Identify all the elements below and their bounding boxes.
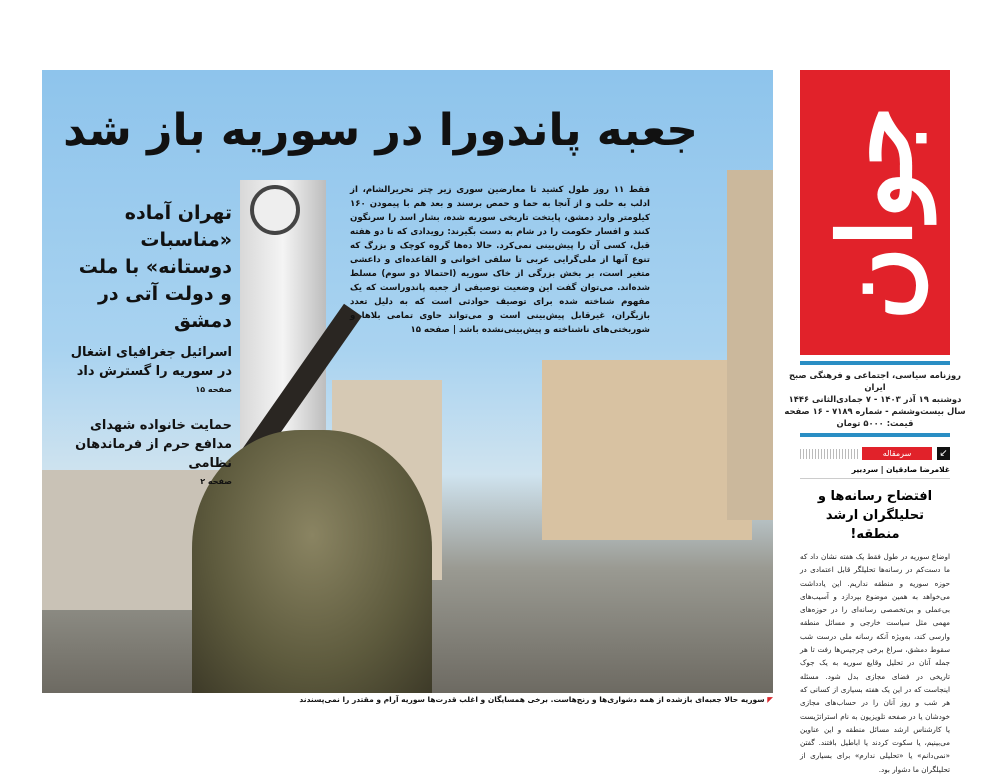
side-story-1-title[interactable]: تهران آماده «مناسبات دوستانه» با ملت و دولت آتی در دمشق — [78, 202, 232, 332]
clock-face — [250, 185, 300, 235]
side-stories — [62, 200, 232, 486]
photo-caption — [299, 695, 773, 704]
editorial-title[interactable]: افتضاح رسانه‌ها و تحلیلگران ارشد منطقه! — [817, 489, 933, 542]
side-story-3-title[interactable]: حمایت خانواده شهدای مدافع حرم از فرماندهان نظامی — [75, 418, 232, 471]
divider — [800, 361, 950, 365]
masthead-issue: سال بیست‌وششم - شماره ۷۱۸۹ - ۱۶ صفحه — [784, 406, 966, 416]
masthead-price: قیمت: ۵۰۰۰ تومان — [836, 418, 914, 428]
side-story-2-title[interactable]: اسرائیل جغرافیای اشغال در سوریه را گسترش داد — [70, 345, 232, 379]
lead-photo — [42, 70, 773, 693]
right-column — [784, 361, 966, 776]
editorial-body: اوضاع سوریه در طول فقط یک هفته نشان داد که ما دست‌کم در رسانه‌ها تحلیلگر قابل اعتمادی در حوزه سوریه و منطقه نداریم. این یادداشت می‌خواهد به همین موضوع بپردازد و آسیب‌های بی‌عملی و بی‌تخصصی رسانه‌ای را در حوزه‌های مهمی مثل سیاست خارجی و مسائل منطقه وارسی کند، به‌ویژه آنکه رسانه ملی درست شب سقوط دمشق، سراغ برخی چرجیس‌ها رفت تا هر جمله آنان در تحلیل وقایع سوریه به یک جوک تاریخی در فضای مجازی بدل شود. مسئله اینجاست که در این یک هفته بسیاری از کسانی که هر شب و روز آنان را در حساب‌های مجازی خودشان یا در صفحه تلویزیون به نام استراتژیست یا کارشناس ارشد مسائل منطقه و این عناوین می‌بینیم، یا سکوت کردند یا اباطیل بافتند. گفتن «نمی‌دانم» یا «تحلیلی ندارم» برای بسیاری از تحلیلگران ما دشوار بود. — [800, 552, 950, 774]
masthead-date: دوشنبه ۱۹ آذر ۱۴۰۳ - ۷ جمادی‌الثانی ۱۴۴۶ — [788, 394, 962, 404]
divider — [800, 433, 950, 437]
logo-text: جوان — [815, 105, 934, 320]
editorial-tag — [800, 447, 950, 461]
lead-paragraph: فقط ۱۱ روز طول کشید تا معارضین سوری زیر چتر تحریرالشام، از ادلب به حلب و از آنجا به حما و حمص برسند و بعد هم با پیمودن ۱۶۰ کیلومتر وارد دمشق، پایتخت تاریخی سوریه شده، بشار اسد را سرنگون کنند و افسار حکومت را در شام به دست بگیرند: رویدادی که تا دو هفته قبل، کسی آن را پیش‌بینی نمی‌کرد. حالا ده‌ها گروه کوچک و بزرگ که تنوع آنها از ملی‌گرایی عربی تا سلفی اخوانی و القاعده‌ای و داعشی متغیر است، بر بخش بزرگی از خاک سوریه (احتمالا دو سوم) مسلط شده‌اند. می‌توان گفت این وضعیت توصیفی از جعبه پاندوراست که یک مفهوم شناخته شده برای توصیف حوادثی است که به دلیل تعدد بازیگران، غیرقابل پیش‌بینی است و می‌تواند حاوی تمامی بلاها و شوربختی‌های ناشناخته و پیش‌بینی‌نشده باشد | صفحه ۱۵ — [350, 185, 650, 335]
side-story-2-page: صفحه ۱۵ — [195, 385, 232, 394]
newspaper-logo — [800, 70, 950, 355]
masthead-line: روزنامه سیاسی، اجتماعی و فرهنگی صبح ایران — [789, 370, 961, 392]
side-story-3-page: صفحه ۲ — [200, 477, 232, 486]
decorative-stripes — [800, 449, 860, 459]
arrow-icon: ↙ — [937, 447, 950, 460]
editorial-label: سرمقاله — [862, 447, 932, 460]
masthead-info — [780, 369, 970, 429]
caption-text: سوریه حالا جعبه‌ای بازشده از همه دشواری‌ها و رنج‌هاست. برخی همسایگان و اغلب قدرت‌ها سوریه آرام و مقتدر را نمی‌پسندند — [299, 695, 765, 704]
main-headline: جعبه پاندورا در سوریه باز شد — [63, 105, 698, 156]
editorial-author: غلامرضا صادقیان | سردبیر — [800, 464, 950, 479]
caption-marker-icon: ◤ — [767, 695, 773, 704]
